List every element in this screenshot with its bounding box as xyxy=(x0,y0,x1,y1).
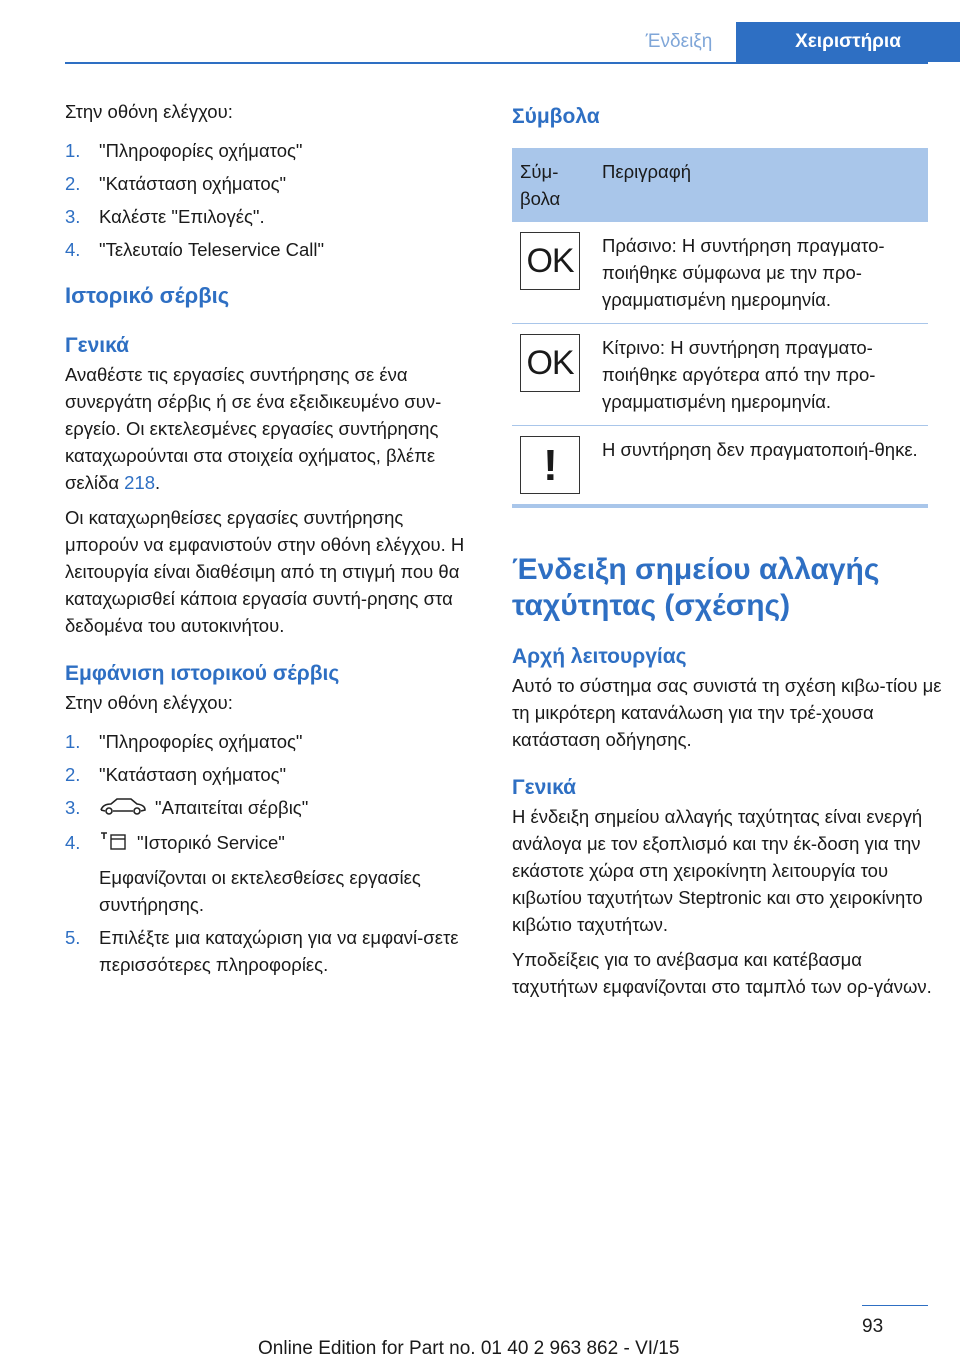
exclamation-icon: ! xyxy=(520,436,580,494)
list-item: 4. "Τελευταίο Teleservice Call" xyxy=(65,239,325,260)
list-item: 1. "Πληροφορίες οχήματος" xyxy=(65,731,303,752)
paragraph-2: Οι καταχωρηθείσες εργασίες συντήρησης μπορούν να εμφανιστούν στην οθόνη ελέγχου. Η λειτουργία είναι διαθέσιμη από τη στιγμή που θα καταχωρισθεί κάποια εργασία συντή-ρησης στα δεδομένα του αυτοκινήτου. xyxy=(65,507,465,636)
left-column xyxy=(65,98,481,984)
list-item: 3. "Απαιτείται σέρβις" xyxy=(65,794,481,823)
tab-controls[interactable]: Χειριστήρια xyxy=(736,22,960,62)
steps-list-2 xyxy=(65,728,481,978)
table-row: OK Πράσινο: Η συντήρηση πραγματο-ποιήθηκε σύμφωνα με την προ-γραμματισμένη ημερομηνία. xyxy=(512,222,928,324)
list-item: 1. "Πληροφορίες οχήματος" xyxy=(65,140,303,161)
ok-yellow-symbol: OK xyxy=(520,334,580,392)
list-item: 2. "Κατάσταση οχήματος" xyxy=(65,764,287,785)
heading-show-history: Εμφάνιση ιστορικού σέρβις xyxy=(65,662,340,685)
car-icon xyxy=(99,796,147,823)
list-item-note: Εμφανίζονται οι εκτελεσθείσες εργασίες συντήρησης. xyxy=(99,867,421,916)
heading-general-2: Γενικά xyxy=(512,776,577,799)
heading-principle: Αρχή λειτουργίας xyxy=(512,645,687,668)
edition-footer: Online Edition for Part no. 01 40 2 963 862 - VI/15 xyxy=(258,1338,680,1359)
paragraph-general-b: Υποδείξεις για το ανέβασμα και κατέβασμα ταχυτήτων εμφανίζονται στο ταμπλό των ορ-γάνων. xyxy=(512,949,932,997)
page-number-rule xyxy=(862,1305,928,1306)
list-item: 2. "Κατάσταση οχήματος" xyxy=(65,173,287,194)
intro-text: Στην οθόνη ελέγχου: xyxy=(65,101,233,122)
service-calendar-icon xyxy=(99,829,129,858)
table-row: OK Κίτρινο: Η συντήρηση πραγματο-ποιήθηκε αργότερα από την προ-γραμματισμένη ημερομηνία. xyxy=(512,324,928,426)
steps-list-1 xyxy=(65,137,481,263)
heading-symbols: Σύμβολα xyxy=(512,105,600,128)
paragraph-general-a: Η ένδειξη σημείου αλλαγής ταχύτητας είναι ενεργή ανάλογα με τον εξοπλισμό και την έκ-δοση για την εκάστοτε χώρα στη χειροκίνητη λειτουργία του κιβωτίου ταχυτήτων Steptronic και στο χειροκίνητο κιβώτιο ταχυτήτων. xyxy=(512,806,923,935)
heading-shift-indicator: Ένδειξη σημείου αλλαγής ταχύτητας (σχέσης) xyxy=(512,553,880,622)
column-header-description: Περιγραφή xyxy=(594,148,928,222)
list-item: 4. "Ιστορικό Service" Εμφανίζονται οι εκτελεσθείσες εργασίες συντήρησης. xyxy=(65,829,481,919)
right-column xyxy=(512,102,942,1000)
heading-service-history: Ιστορικό σέρβις xyxy=(65,283,230,308)
ok-green-symbol: OK xyxy=(520,232,580,290)
heading-general: Γενικά xyxy=(65,334,130,357)
paragraph-principle: Αυτό το σύστημα σας συνιστά τη σχέση κιβω-τίου με τη μικρότερη κατανάλωση για την τρέ-χουσα κατάσταση οδήγησης. xyxy=(512,675,942,750)
intro-text-2: Στην οθόνη ελέγχου: xyxy=(65,692,233,713)
list-item: 5. Επιλέξτε μια καταχώριση για να εμφανί-σετε περισσότερες πληροφορίες. xyxy=(65,927,459,976)
symbols-table xyxy=(512,148,928,508)
list-item: 3. Καλέστε "Επιλογές". xyxy=(65,206,265,227)
header-rule xyxy=(65,62,928,64)
page-link[interactable]: 218 xyxy=(124,472,156,493)
paragraph-1: Αναθέστε τις εργασίες συντήρησης σε ένα συνεργάτη σέρβις ή σε ένα εξειδικευμένο συν-εργείο. Οι εκτελεσμένες εργασίες συντήρησης καταχωρούνται στα στοιχεία οχήματος, βλέπε σελίδα 218. xyxy=(65,364,442,493)
page-number: 93 xyxy=(862,1316,884,1337)
table-row: ! Η συντήρηση δεν πραγματοποιή-θηκε. xyxy=(512,426,928,507)
table-header-row xyxy=(512,148,928,222)
tab-display[interactable]: Ένδειξη xyxy=(645,31,713,52)
column-header-symbol: Σύμ-βολα xyxy=(512,148,594,222)
